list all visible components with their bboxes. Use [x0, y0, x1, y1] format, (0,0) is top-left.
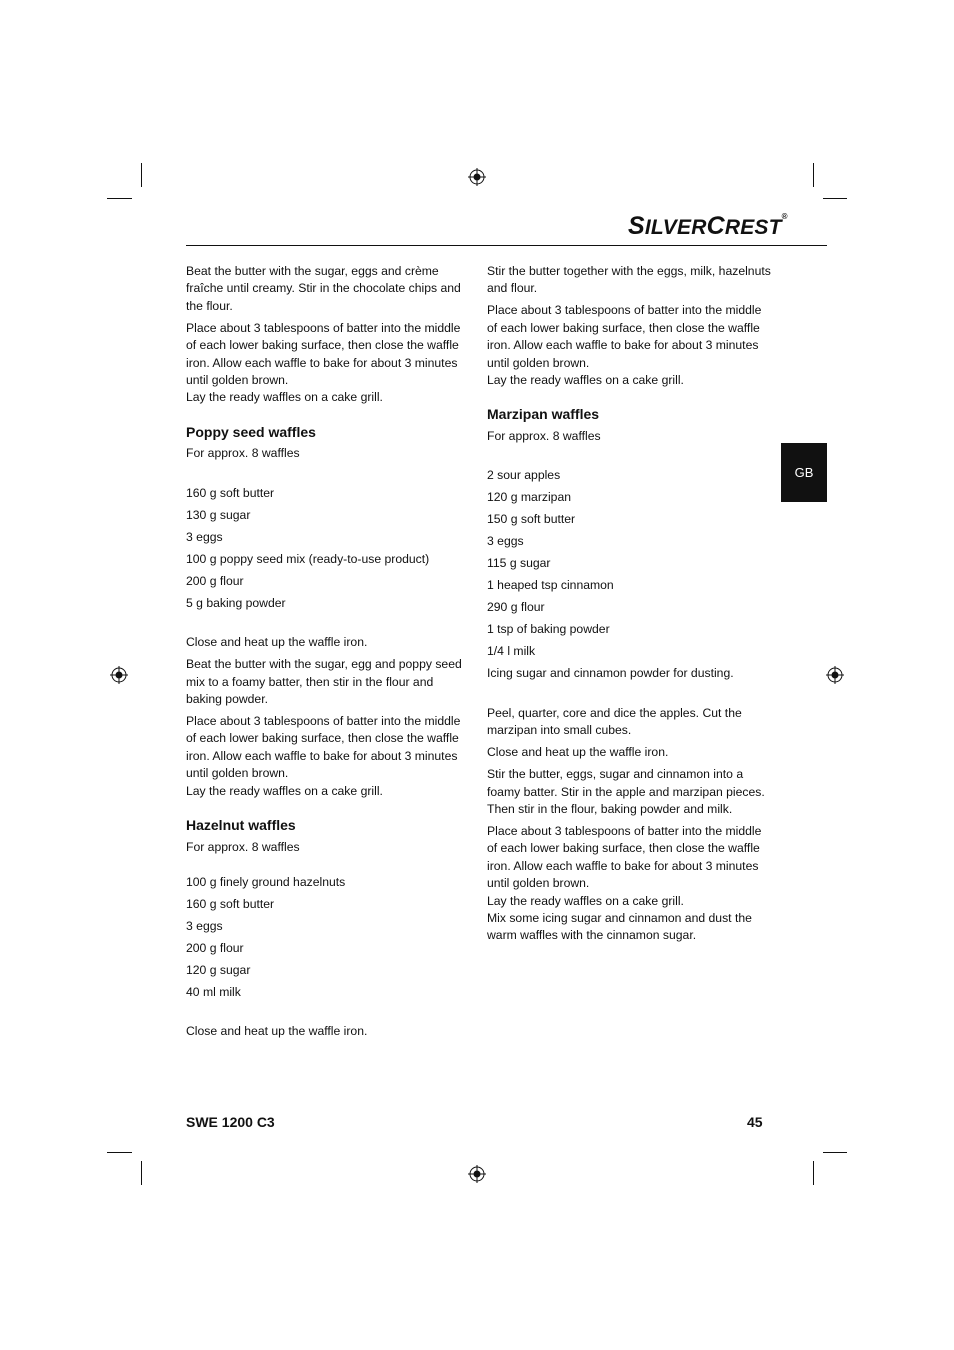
language-tab — [781, 443, 827, 502]
step-paragraph: Lay the ready waffles on a cake grill. — [186, 783, 383, 798]
ingredient-item: 1 tsp of baking powder — [487, 622, 610, 637]
ingredient-item: 3 eggs — [186, 918, 223, 933]
step-paragraph: Close and heat up the waffle iron. — [487, 745, 669, 760]
language-tab-label: GB — [794, 465, 814, 480]
ingredient-item: 120 g sugar — [186, 962, 251, 977]
ingredient-item: 200 g flour — [186, 573, 244, 588]
yield-text: For approx. 8 waffles — [186, 446, 300, 461]
left-column — [186, 263, 471, 1045]
step-paragraph: Beat the butter with the sugar, egg and poppy seed mix to a foamy batter, then stir in the flour and baking powder. — [186, 657, 462, 707]
section-heading-marzipan: Marzipan waffles — [487, 406, 600, 423]
ingredient-item: 160 g soft butter — [186, 896, 275, 911]
right-column — [487, 263, 772, 945]
crop-mark — [107, 198, 132, 199]
section-heading-hazelnut: Hazelnut waffles — [186, 817, 296, 834]
crop-mark — [823, 198, 847, 199]
intro-paragraph: Place about 3 tablespoons of batter into the middle of each lower baking surface, then close the waffle iron. Allow each waffle to bake for about 3 minutes until golden brown. — [186, 320, 461, 388]
ingredient-item: 40 ml milk — [186, 984, 241, 999]
ingredient-item: 3 eggs — [487, 534, 524, 549]
section-heading-poppy: Poppy seed waffles — [186, 423, 316, 440]
ingredient-item: 130 g sugar — [186, 507, 251, 522]
header-rule — [186, 245, 827, 246]
step-paragraph: Stir the butter, eggs, sugar and cinnamon into a foamy batter. Stir in the apple and marzipan pieces. Then stir in the flour, baking powder and milk. — [487, 767, 765, 817]
intro-paragraph: Lay the ready waffles on a cake grill. — [487, 373, 684, 388]
step-paragraph: Mix some icing sugar and cinnamon and dust the warm waffles with the cinnamon sugar. — [487, 911, 752, 943]
intro-paragraph: Place about 3 tablespoons of batter into the middle of each lower baking surface, then close the waffle iron. Allow each waffle to bake for about 3 minutes until golden brown. — [487, 303, 762, 370]
step-paragraph: Place about 3 tablespoons of batter into the middle of each lower baking surface, then close the waffle iron. Allow each waffle to bake for about 3 minutes until golden brown. — [186, 714, 461, 781]
yield-text: For approx. 8 waffles — [487, 429, 601, 444]
ingredient-item: 160 g soft butter — [186, 485, 275, 500]
yield-text: For approx. 8 waffles — [186, 839, 300, 854]
registration-mark-icon — [110, 666, 128, 684]
crop-mark — [823, 1152, 847, 1153]
step-paragraph: Close and heat up the waffle iron. — [186, 635, 368, 650]
page-number: 45 — [747, 1114, 763, 1130]
step-paragraph: Close and heat up the waffle iron. — [186, 1024, 368, 1039]
ingredient-item: 5 g baking powder — [186, 595, 286, 610]
ingredient-item: 2 sour apples — [487, 468, 561, 483]
ingredient-item: 1/4 l milk — [487, 644, 536, 659]
brand-logo: SILVERCREST® — [628, 212, 788, 240]
crop-mark — [813, 1161, 814, 1185]
step-paragraph: Peel, quarter, core and dice the apples. Cut the marzipan into small cubes. — [487, 705, 742, 738]
registration-mark-icon — [826, 666, 844, 684]
ingredient-item: 1 heaped tsp cinnamon — [487, 578, 614, 593]
intro-paragraph: Stir the butter together with the eggs, milk, hazelnuts and flour. — [487, 264, 771, 296]
intro-paragraph: Beat the butter with the sugar, eggs and crème fraîche until creamy. Stir in the chocolate chips and the flour. — [186, 264, 461, 313]
ingredient-item: Icing sugar and cinnamon powder for dusting. — [487, 666, 734, 681]
ingredient-item: 100 g finely ground hazelnuts — [186, 874, 346, 889]
ingredient-item: 150 g soft butter — [487, 512, 576, 527]
ingredient-item: 115 g sugar — [487, 556, 551, 571]
ingredient-item: 290 g flour — [487, 600, 545, 615]
registration-mark-icon — [468, 168, 486, 186]
ingredient-item: 200 g flour — [186, 940, 244, 955]
ingredient-item: 3 eggs — [186, 529, 223, 544]
crop-mark — [107, 1152, 132, 1153]
ingredient-item: 120 g marzipan — [487, 490, 572, 505]
intro-paragraph: Lay the ready waffles on a cake grill. — [186, 390, 383, 405]
step-paragraph: Place about 3 tablespoons of batter into the middle of each lower baking surface, then close the waffle iron. Allow each waffle to bake for about 3 minutes until golden brown. — [487, 824, 762, 891]
registration-mark-icon — [468, 1165, 486, 1183]
model-number: SWE 1200 C3 — [186, 1114, 275, 1130]
crop-mark — [141, 163, 142, 187]
step-paragraph: Lay the ready waffles on a cake grill. — [487, 893, 684, 908]
crop-mark — [141, 1161, 142, 1185]
crop-mark — [813, 163, 814, 187]
ingredient-item: 100 g poppy seed mix (ready-to-use product) — [186, 551, 430, 566]
